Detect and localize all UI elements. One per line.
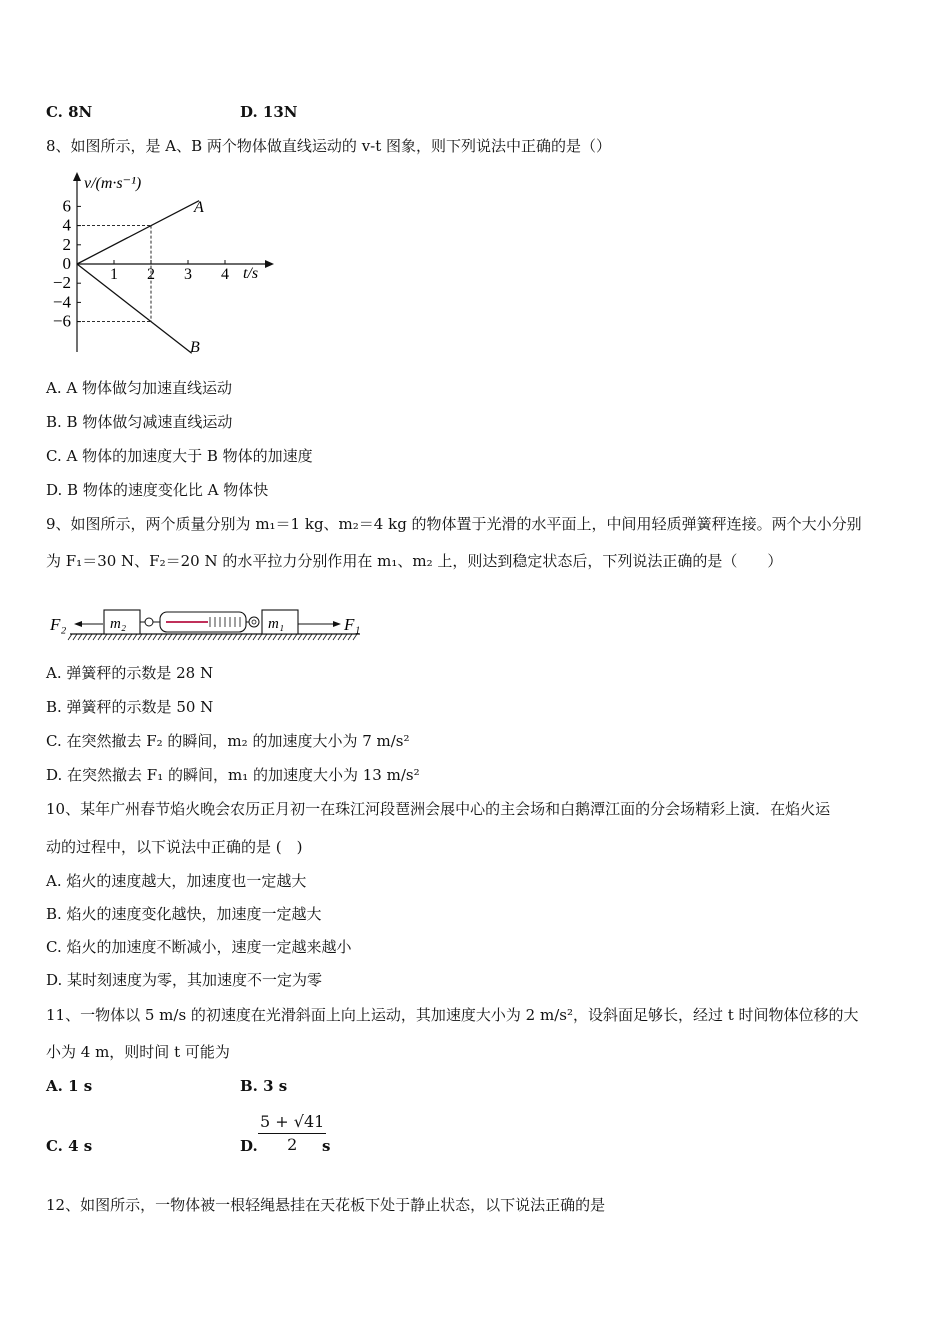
line-b-label: B: [190, 339, 200, 356]
y-tick-label: −6: [52, 311, 71, 331]
y-axis-label: v/(m·s⁻¹): [84, 175, 142, 192]
q10-stem-line1: 10、某年广州春节焰火晚会农历正月初一在珠江河段琶洲会展中心的主会场和白鹅潭江面的分会场精彩上演．在焰火运: [46, 800, 831, 818]
q11-option-d-fraction: [258, 1112, 326, 1154]
q9-option-c: C. 在突然撤去 F₂ 的瞬间，m₂ 的加速度大小为 7 m/s²: [46, 732, 410, 750]
q11-option-c: C. 4 s: [46, 1137, 93, 1155]
q10-stem-line2: 动的过程中，以下说法中正确的是 ( ): [46, 838, 303, 856]
q9-stem-line2: 为 F₁＝30 N、F₂＝20 N 的水平拉力分别作用在 m₁、m₂ 上，则达到稳定状态后，下列说法正确的是（ ）: [46, 552, 783, 570]
x-axis-arrow: [265, 260, 274, 268]
fraction-denominator: 2: [258, 1133, 326, 1154]
series-line-b: [77, 264, 192, 353]
q8-option-a: A. A 物体做匀加速直线运动: [46, 379, 232, 397]
q11-option-d-prefix: D.: [240, 1137, 258, 1155]
y-tick-label: −2: [52, 273, 71, 293]
y-tick-label: −4: [52, 292, 71, 312]
fraction-numerator: 5 + √41: [260, 1112, 325, 1131]
q12-stem: 12、如图所示，一物体被一根轻绳悬挂在天花板下处于静止状态，以下说法正确的是: [46, 1196, 606, 1214]
block-m2-label: m₂: [110, 616, 127, 632]
q11-option-d-unit: s: [322, 1137, 331, 1155]
q11-stem-line1: 11、一物体以 5 m/s 的初速度在光滑斜面上向上运动，其加速度大小为 2 m/s²，设斜面足够长，经过 t 时间物体位移的大: [46, 1006, 859, 1024]
y-tick-label: 0: [62, 254, 71, 273]
q11-stem-line2: 小为 4 m，则时间 t 可能为: [46, 1043, 230, 1061]
q9-option-a: A. 弹簧秤的示数是 28 N: [46, 664, 214, 682]
force-f2-label: F₂: [50, 615, 67, 634]
x-tick-label: 4: [221, 266, 229, 283]
q11-option-a: A. 1 s: [46, 1077, 93, 1095]
q8-option-d: D. B 物体的速度变化比 A 物体快: [46, 481, 269, 499]
q10-option-a: A. 焰火的速度越大，加速度也一定越大: [46, 872, 307, 890]
q11-option-b: B. 3 s: [240, 1077, 288, 1095]
series-line-a: [77, 201, 199, 264]
q9-stem-line1: 9、如图所示，两个质量分别为 m₁＝1 kg、m₂＝4 kg 的物体置于光滑的水平面上，中间用轻质弹簧秤连接。两个大小分别: [46, 515, 862, 533]
y-tick-label: 6: [62, 196, 71, 216]
q9-option-d: D. 在突然撤去 F₁ 的瞬间，m₁ 的加速度大小为 13 m/s²: [46, 766, 420, 784]
y-tick-label: 2: [62, 234, 71, 254]
q10-option-d: D. 某时刻速度为零，其加速度不一定为零: [46, 971, 323, 989]
y-axis-arrow: [73, 172, 81, 181]
q8-option-b: B. B 物体做匀减速直线运动: [46, 413, 233, 431]
q8-vt-graph: [40, 168, 280, 358]
x-tick-label: 3: [184, 266, 192, 283]
y-tick-label: 4: [62, 215, 71, 235]
q10-option-b: B. 焰火的速度变化越快，加速度一定越大: [46, 905, 322, 923]
q8-option-c: C. A 物体的加速度大于 B 物体的加速度: [46, 447, 313, 465]
q10-option-c: C. 焰火的加速度不断减小，速度一定越来越小: [46, 938, 352, 956]
q8-stem: 8、如图所示，是 A、B 两个物体做直线运动的 v-t 图象，则下列说法中正确的是（）: [46, 137, 612, 155]
q9-spring-figure: [48, 604, 378, 646]
q7-option-d: D. 13N: [240, 103, 298, 121]
x-tick-label: 2: [147, 266, 155, 283]
q7-option-c: C. 8N: [46, 103, 93, 121]
x-axis-label: t/s: [243, 265, 259, 282]
q9-option-b: B. 弹簧秤的示数是 50 N: [46, 698, 214, 716]
line-a-label: A: [194, 199, 204, 216]
force-f1-label: F₁: [344, 615, 361, 634]
x-tick-label: 1: [110, 266, 118, 283]
block-m1-label: m₁: [268, 616, 285, 632]
